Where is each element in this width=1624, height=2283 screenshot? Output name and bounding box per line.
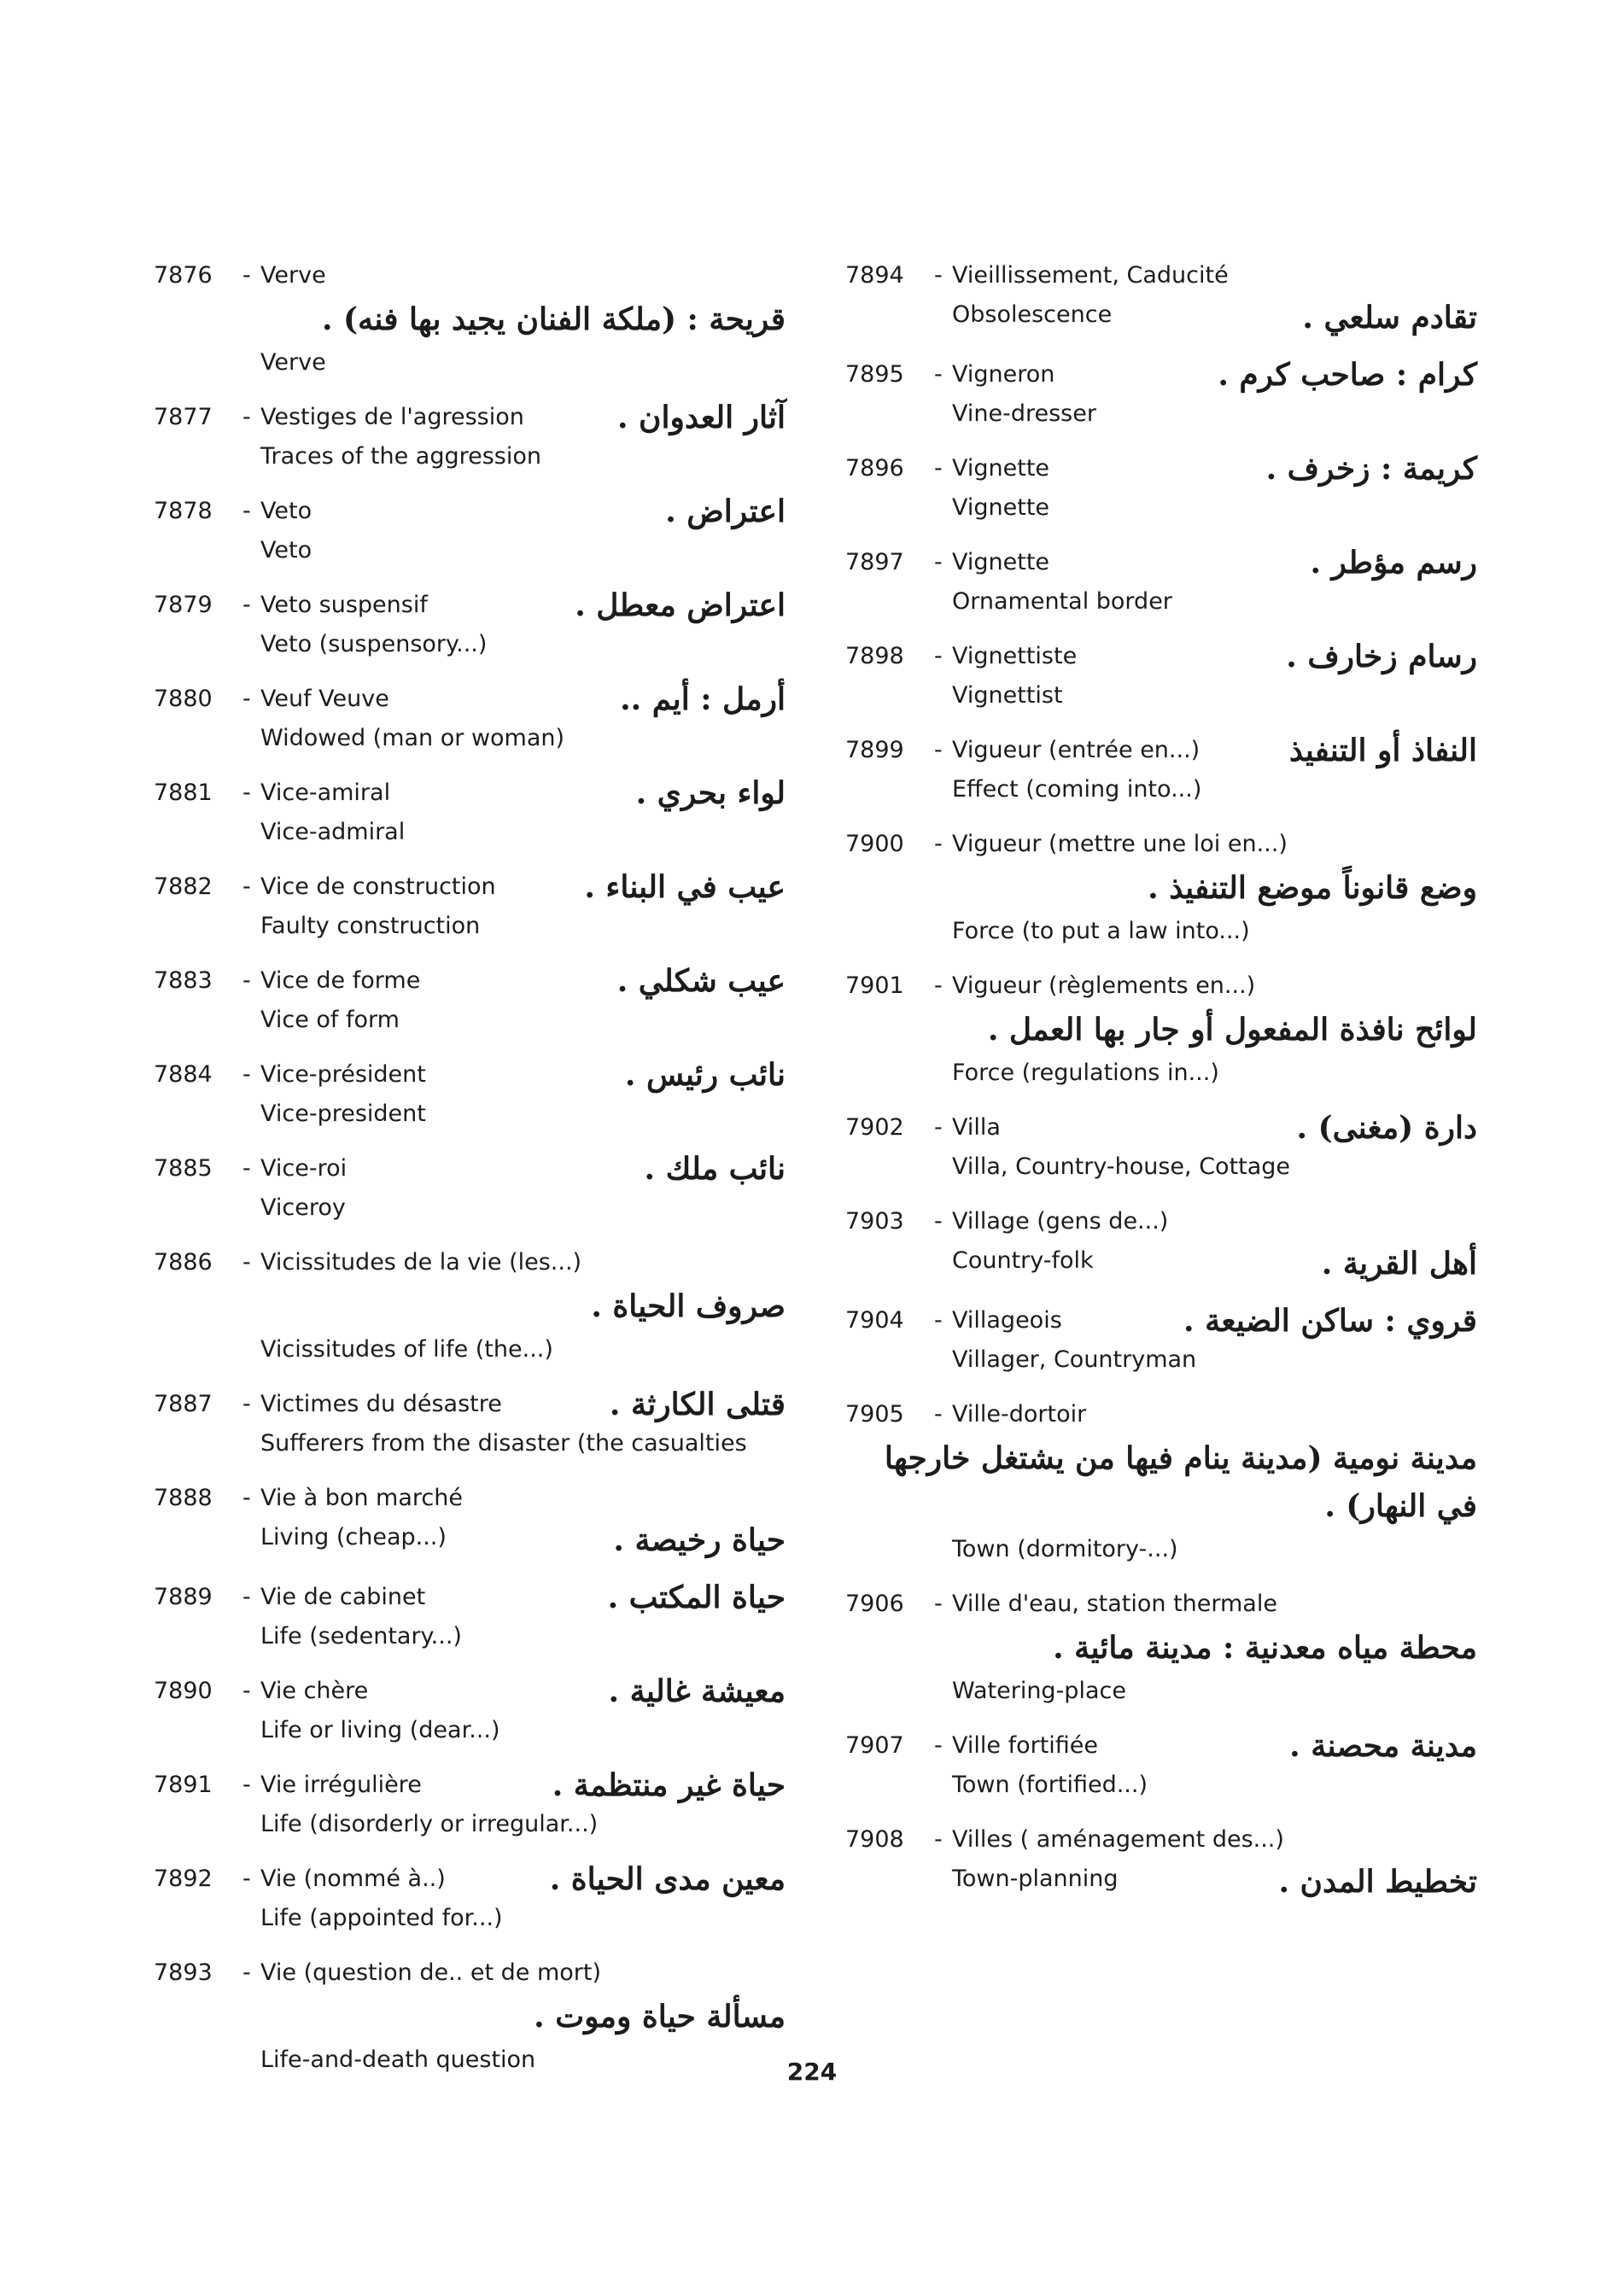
english-line [154, 1001, 786, 1040]
entry-dash: - [934, 737, 943, 763]
arabic-term: حياة رخيصة . [613, 1522, 786, 1558]
entry-dash: - [934, 1401, 943, 1428]
english-term: Vignette [952, 494, 1050, 521]
english-line [845, 295, 1477, 340]
english-term: Traces of the aggression [260, 443, 541, 470]
arabic-line [154, 295, 786, 343]
french-term: Veto suspensif [260, 592, 428, 618]
arabic-term: لواء بحري . [635, 775, 786, 811]
entry-headline [154, 586, 786, 625]
entry-dash: - [934, 1732, 943, 1759]
entry-number: 7892 [154, 1866, 213, 1892]
entry-dash: - [242, 1155, 251, 1182]
arabic-term: رسام زخارف . [1286, 639, 1477, 674]
entry-dash: - [934, 643, 943, 669]
french-term: Vigneron [952, 361, 1055, 388]
arabic-term: وضع قانوناً موضع التنفيذ . [1148, 870, 1477, 906]
english-line [845, 676, 1477, 715]
english-term: Living (cheap...) [260, 1524, 447, 1550]
english-line [154, 531, 786, 570]
entry-dash: - [934, 1591, 943, 1617]
english-term: Life (disorderly or irregular...) [260, 1811, 599, 1837]
entry-number: 7883 [154, 967, 213, 994]
arabic-term: عيب في البناء . [584, 869, 786, 905]
arabic-term: اعتراض معطل . [575, 587, 786, 623]
entry-dash: - [934, 549, 943, 575]
arabic-term: تخطيط المدن . [1278, 1864, 1477, 1900]
arabic-term: قروي : ساكن الضيعة . [1183, 1303, 1477, 1339]
entry-number: 7877 [154, 404, 213, 430]
entry-number: 7890 [154, 1678, 213, 1704]
entry-number: 7901 [845, 972, 904, 999]
entry-headline [845, 1202, 1477, 1241]
english-term: Sufferers from the disaster (the casualties [260, 1430, 747, 1457]
entry-headline [845, 731, 1477, 770]
entry-headline [845, 256, 1477, 295]
french-term: Vestiges de l'agression [260, 404, 524, 430]
dictionary-entry [154, 680, 786, 758]
english-line [845, 1530, 1477, 1569]
entry-number: 7896 [845, 455, 904, 482]
dictionary-entry [154, 492, 786, 570]
french-term: Vignettiste [952, 643, 1078, 669]
english-line [154, 625, 786, 664]
entry-headline [845, 449, 1477, 488]
arabic-term: معين مدى الحياة . [549, 1861, 786, 1897]
english-line [845, 1860, 1477, 1904]
entry-headline [154, 867, 786, 907]
arabic-term: لوائح نافذة المفعول أو جار بها العمل . [987, 1012, 1477, 1048]
english-term: Town (dormitory-...) [952, 1536, 1178, 1562]
entry-number: 7902 [845, 1114, 904, 1141]
english-line [845, 1147, 1477, 1187]
entry-dash: - [242, 1772, 251, 1798]
english-line [154, 813, 786, 852]
french-term: Vie de cabinet [260, 1584, 426, 1610]
entry-dash: - [242, 1959, 251, 1986]
dictionary-entry [154, 586, 786, 664]
entry-dash: - [242, 1061, 251, 1088]
english-line [154, 719, 786, 758]
french-term: Vicissitudes de la vie (les...) [260, 1249, 582, 1276]
arabic-term: مدينة محصنة . [1289, 1728, 1477, 1764]
arabic-term: رسم مؤطر . [1310, 545, 1477, 581]
dictionary-entry [845, 966, 1477, 1093]
entry-headline [154, 1243, 786, 1282]
entry-headline [845, 637, 1477, 676]
french-term: Ville-dortoir [952, 1401, 1087, 1428]
english-term: Vicissitudes of life (the...) [260, 1336, 553, 1363]
entry-dash: - [242, 262, 251, 289]
entry-dash: - [242, 686, 251, 712]
arabic-term: تقادم سلعي . [1302, 300, 1477, 336]
entry-headline [154, 1953, 786, 1993]
entry-number: 7882 [154, 873, 213, 900]
entry-dash: - [242, 404, 251, 430]
english-line [845, 770, 1477, 809]
dictionary-entry [845, 1301, 1477, 1380]
entry-number: 7881 [154, 779, 213, 806]
entry-dash: - [242, 967, 251, 994]
entry-number: 7904 [845, 1307, 904, 1334]
entry-dash: - [242, 1866, 251, 1892]
dictionary-entry [154, 1479, 786, 1562]
entry-dash: - [242, 779, 251, 806]
arabic-term: اعتراض . [665, 493, 786, 529]
entry-dash: - [242, 1249, 251, 1276]
french-term: Ville fortifiée [952, 1732, 1099, 1759]
entry-dash: - [934, 972, 943, 999]
arabic-term: نائب ملك . [644, 1151, 786, 1187]
english-line [154, 437, 786, 476]
entry-headline [154, 1766, 786, 1805]
entry-headline [154, 680, 786, 719]
english-term: Veto (suspensory...) [260, 631, 488, 657]
dictionary-entry [845, 1726, 1477, 1805]
entry-dash: - [242, 873, 251, 900]
english-term: Vine-dresser [952, 400, 1096, 427]
english-line [154, 1188, 786, 1228]
arabic-term: كريمة : زخرف . [1265, 451, 1477, 487]
english-term: Villager, Countryman [952, 1346, 1197, 1373]
french-term: Vieillissement, Caducité [952, 262, 1229, 289]
entry-dash: - [242, 498, 251, 524]
entry-headline [845, 543, 1477, 582]
english-term: Ornamental border [952, 588, 1172, 615]
english-line [845, 394, 1477, 434]
dictionary-entry [845, 825, 1477, 951]
french-term: Vigueur (entrée en...) [952, 737, 1200, 763]
english-term: Watering-place [952, 1678, 1126, 1704]
entry-number: 7897 [845, 549, 904, 575]
arabic-line [845, 1624, 1477, 1672]
english-term: Force (regulations in...) [952, 1060, 1219, 1086]
entry-number: 7905 [845, 1401, 904, 1428]
arabic-term: دارة (مغنى) . [1296, 1110, 1477, 1146]
arabic-term: حياة المكتب . [607, 1579, 786, 1615]
english-term: Country-folk [952, 1247, 1094, 1274]
french-term: Vigueur (règlements en...) [952, 972, 1256, 999]
entry-number: 7895 [845, 361, 904, 388]
french-term: Vie (nommé à..) [260, 1866, 446, 1892]
dictionary-entry [845, 1820, 1477, 1904]
dictionary-entry [154, 1672, 786, 1750]
entry-headline [154, 961, 786, 1001]
entry-number: 7899 [845, 737, 904, 763]
english-term: Viceroy [260, 1194, 346, 1221]
english-line [154, 343, 786, 382]
entry-dash: - [242, 1678, 251, 1704]
dictionary-entry [154, 867, 786, 946]
english-line [154, 1330, 786, 1369]
entry-number: 7907 [845, 1732, 904, 1759]
french-term: Villes ( aménagement des...) [952, 1826, 1284, 1853]
dictionary-entry [845, 1108, 1477, 1187]
french-term: Vignette [952, 455, 1050, 482]
arabic-line [845, 864, 1477, 912]
arabic-term: كرام : صاحب كرم . [1218, 357, 1477, 393]
french-term: Veuf Veuve [260, 686, 389, 712]
dictionary-entry [845, 637, 1477, 715]
french-term: Vice de construction [260, 873, 496, 900]
entry-headline [154, 398, 786, 437]
english-term: Life (appointed for...) [260, 1905, 503, 1931]
entry-headline [845, 825, 1477, 864]
english-term: Widowed (man or woman) [260, 725, 565, 751]
entry-headline [845, 1726, 1477, 1766]
english-line [845, 1340, 1477, 1380]
english-term: Vice-president [260, 1101, 426, 1127]
french-term: Vie à bon marché [260, 1485, 463, 1511]
arabic-term: حياة غير منتظمة . [552, 1767, 786, 1803]
entry-headline [845, 1108, 1477, 1147]
entry-headline [845, 1820, 1477, 1860]
french-term: Vie (question de.. et de mort) [260, 1959, 601, 1986]
arabic-line [845, 1482, 1477, 1530]
english-line [154, 1095, 786, 1134]
english-term: Town-planning [952, 1866, 1119, 1892]
entry-number: 7886 [154, 1249, 213, 1276]
french-term: Vice-président [260, 1061, 426, 1088]
arabic-line [845, 1434, 1477, 1482]
english-term: Force (to put a law into...) [952, 918, 1250, 944]
arabic-term: في النهار) . [1324, 1488, 1477, 1524]
arabic-line [845, 1006, 1477, 1054]
french-term: Ville d'eau, station thermale [952, 1591, 1277, 1617]
entry-number: 7878 [154, 498, 213, 524]
dictionary-entry [845, 256, 1477, 340]
arabic-term: مسألة حياة وموت . [534, 1999, 786, 2035]
french-term: Vie chère [260, 1678, 369, 1704]
dictionary-entry [154, 398, 786, 476]
entry-headline [154, 1055, 786, 1095]
left-column [154, 256, 786, 2095]
entry-number: 7898 [845, 643, 904, 669]
english-line [845, 582, 1477, 622]
entry-headline [154, 1479, 786, 1518]
french-term: Villa [952, 1114, 1001, 1141]
french-term: Vignette [952, 549, 1050, 575]
arabic-term: قريحة : (ملكة الفنان يجيد بها فنه) . [321, 301, 786, 337]
english-line [845, 1766, 1477, 1805]
dictionary-entry [154, 1860, 786, 1938]
entry-headline [154, 1385, 786, 1424]
english-line [845, 488, 1477, 528]
english-line [154, 1899, 786, 1938]
english-line [845, 912, 1477, 951]
entry-headline [845, 966, 1477, 1006]
entry-dash: - [934, 262, 943, 289]
entry-number: 7880 [154, 686, 213, 712]
arabic-term: محطة مياه معدنية : مدينة مائية . [1053, 1630, 1477, 1666]
french-term: Verve [260, 262, 326, 289]
entry-dash: - [242, 1391, 251, 1417]
english-term: Verve [260, 349, 326, 376]
dictionary-entry [154, 256, 786, 382]
entry-headline [154, 1672, 786, 1711]
french-term: Vice de forme [260, 967, 421, 994]
english-term: Vice of form [260, 1007, 400, 1033]
arabic-line [154, 1282, 786, 1330]
entry-headline [154, 256, 786, 295]
entry-dash: - [934, 1208, 943, 1235]
english-line [154, 1711, 786, 1750]
entry-number: 7884 [154, 1061, 213, 1088]
entry-number: 7903 [845, 1208, 904, 1235]
entry-headline [845, 355, 1477, 394]
english-line [154, 1518, 786, 1562]
dictionary-entry [154, 1578, 786, 1656]
entry-number: 7900 [845, 831, 904, 857]
arabic-term: آثار العدوان . [616, 400, 786, 435]
entry-number: 7885 [154, 1155, 213, 1182]
french-term: Vice-roi [260, 1155, 348, 1182]
entry-number: 7891 [154, 1772, 213, 1798]
english-line [845, 1672, 1477, 1711]
entry-number: 7908 [845, 1826, 904, 1853]
dictionary-entry [845, 449, 1477, 528]
entry-headline [845, 1395, 1477, 1434]
english-term: Town (fortified...) [952, 1772, 1148, 1798]
entry-dash: - [934, 361, 943, 388]
dictionary-entry [845, 543, 1477, 622]
dictionary-entry [845, 731, 1477, 809]
english-line [845, 1241, 1477, 1286]
english-line [845, 1054, 1477, 1093]
entry-number: 7894 [845, 262, 904, 289]
arabic-term: أرمل : أيم .. [620, 681, 786, 717]
entry-number: 7888 [154, 1485, 213, 1511]
entry-dash: - [242, 1584, 251, 1610]
english-term: Vignettist [952, 682, 1063, 709]
english-term: Villa, Country-house, Cottage [952, 1153, 1291, 1180]
entry-number: 7893 [154, 1959, 213, 1986]
dictionary-entry [845, 355, 1477, 434]
arabic-line [154, 1993, 786, 2041]
arabic-term: مدينة نومية (مدينة ينام فيها من يشتغل خارجها [884, 1440, 1477, 1476]
arabic-term: النفاذ أو التنفيذ [1288, 733, 1477, 768]
entry-number: 7879 [154, 592, 213, 618]
english-term: Obsolescence [952, 301, 1113, 328]
page-number: 224 [786, 2058, 838, 2086]
english-term: Faulty construction [260, 913, 481, 939]
arabic-term: نائب رئيس . [624, 1057, 786, 1093]
entry-dash: - [934, 1114, 943, 1141]
dictionary-entry [154, 1149, 786, 1228]
english-term: Life or living (dear...) [260, 1717, 500, 1743]
english-line [154, 1805, 786, 1844]
entry-number: 7887 [154, 1391, 213, 1417]
arabic-term: قتلى الكارثة . [609, 1387, 786, 1422]
entry-number: 7906 [845, 1591, 904, 1617]
english-term: Life (sedentary...) [260, 1623, 462, 1649]
french-term: Veto [260, 498, 313, 524]
french-term: Victimes du désastre [260, 1391, 502, 1417]
dictionary-entry [154, 774, 786, 852]
entry-headline [154, 1860, 786, 1899]
french-term: Villageois [952, 1307, 1062, 1334]
english-line [154, 907, 786, 946]
entry-headline [154, 492, 786, 531]
dictionary-entry [154, 1766, 786, 1844]
entry-dash: - [934, 1826, 943, 1853]
french-term: Vie irrégulière [260, 1772, 422, 1798]
dictionary-entry [154, 1243, 786, 1369]
entry-headline [154, 1149, 786, 1188]
french-term: Vigueur (mettre une loi en...) [952, 831, 1288, 857]
arabic-term: صروف الحياة . [591, 1288, 786, 1324]
english-term: Effect (coming into...) [952, 776, 1202, 803]
english-term: Vice-admiral [260, 819, 406, 845]
entry-headline [154, 774, 786, 813]
english-line [154, 1424, 786, 1463]
dictionary-entry [845, 1395, 1477, 1569]
entry-number: 7889 [154, 1584, 213, 1610]
english-term: Life-and-death question [260, 2047, 536, 2073]
entry-dash: - [242, 1485, 251, 1511]
dictionary-entry [154, 1385, 786, 1463]
arabic-term: معيشة غالية . [608, 1673, 786, 1709]
right-column [845, 256, 1477, 1919]
entry-dash: - [242, 592, 251, 618]
arabic-term: أهل القرية . [1321, 1246, 1477, 1282]
entry-number: 7876 [154, 262, 213, 289]
arabic-term: عيب شكلي . [616, 963, 786, 999]
french-term: Village (gens de...) [952, 1208, 1169, 1235]
dictionary-entry [154, 1055, 786, 1134]
dictionary-entry [845, 1585, 1477, 1711]
entry-dash: - [934, 1307, 943, 1334]
english-line [154, 1617, 786, 1656]
entry-headline [845, 1301, 1477, 1340]
dictionary-entry [845, 1202, 1477, 1286]
entry-dash: - [934, 455, 943, 482]
english-term: Veto [260, 537, 313, 563]
dictionary-entry [154, 961, 786, 1040]
entry-dash: - [934, 831, 943, 857]
french-term: Vice-amiral [260, 779, 391, 806]
entry-headline [845, 1585, 1477, 1624]
entry-headline [154, 1578, 786, 1617]
